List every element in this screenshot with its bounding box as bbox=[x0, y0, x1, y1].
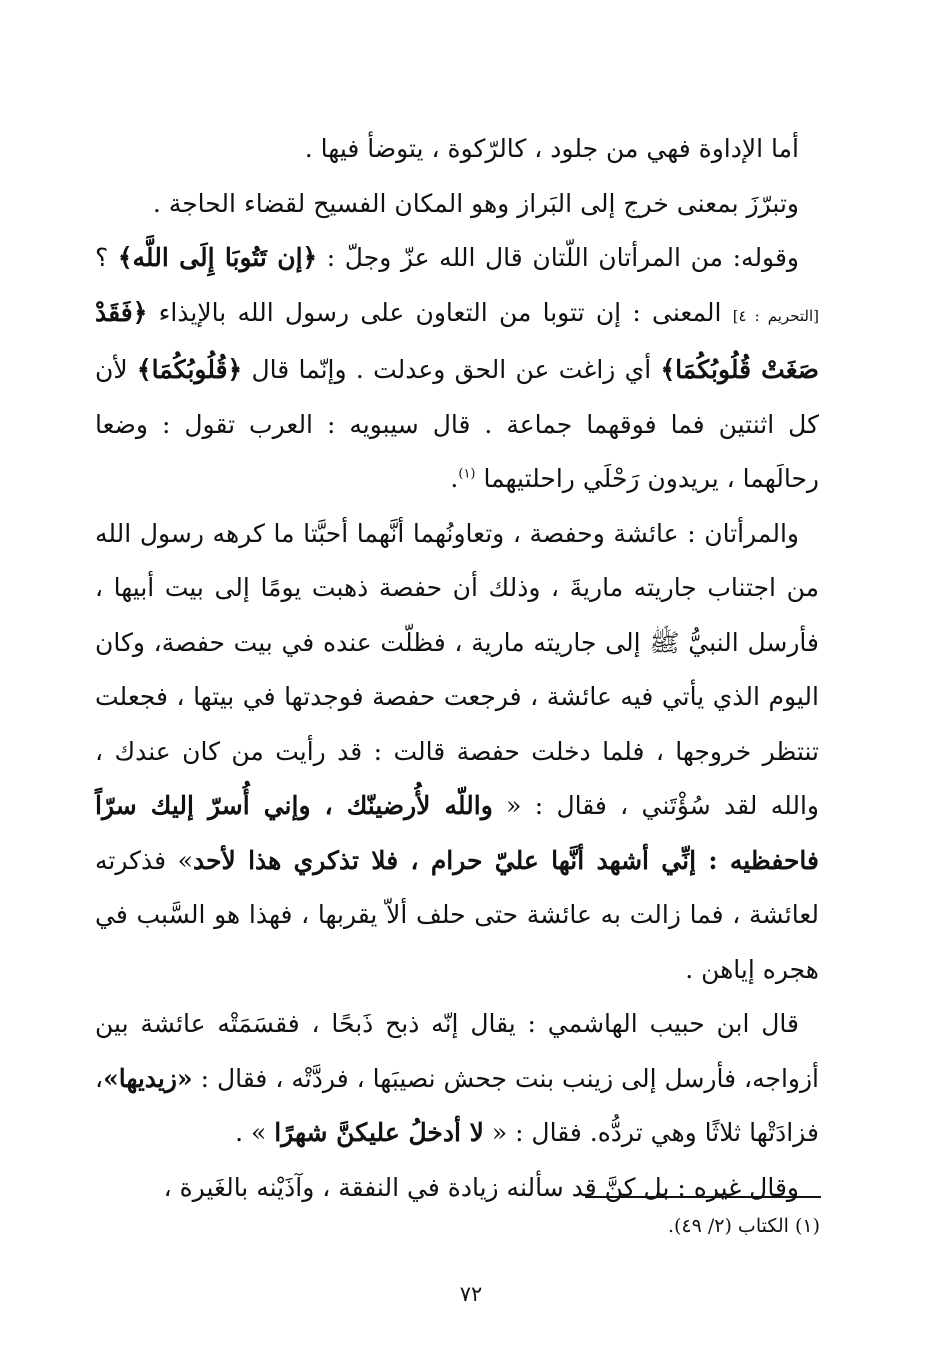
citation: [التحريم : ٤] bbox=[732, 306, 819, 325]
emphasized-text: ﴿فَقَدْ صَغَتْ قُلُوبُكُمَا﴾ bbox=[95, 297, 819, 384]
text-run: . bbox=[450, 464, 459, 493]
footnote-divider bbox=[585, 1196, 821, 1198]
text-run: » . bbox=[235, 1118, 275, 1147]
text-run: المعنى : إن تتوبا من التعاون على رسول الله بالإيذاء bbox=[147, 297, 733, 327]
paragraph bbox=[95, 177, 819, 232]
text-run: لأن كل اثنتين فما فوقهما جماعة . قال سيبويه : العرب تقول : وضعا رحالَهما ، يريدون رَحْلَي راحلتيهما bbox=[95, 355, 819, 493]
footnote: (١) الكتاب (٢/ ٤٩). bbox=[667, 1215, 820, 1237]
paragraph bbox=[95, 1161, 819, 1216]
paragraph bbox=[95, 997, 819, 1161]
text-run: والمرأتان : عائشة وحفصة ، وتعاونُهما أنَّهما أحبَّتا ما كرهه رسول الله من اجتناب جاريته ماريةَ ، وذلك أن حفصة ذهبت يومًا إلى بيت أبيها ، فأرسل النبيُّ ﷺ إلى جاريته مارية ، فظلّت عنده في بيت حفصة، وكان اليوم الذي يأتي فيه عائشة ، فرجعت حفصة فوجدتها في بيتها ، فجعلت تنتظر خروجها ، فلما دخلت حفصة قالت : قد رأيت من كان عندك ، والله لقد سُؤْتَني ، فقال : « bbox=[95, 518, 820, 820]
paragraph bbox=[95, 231, 819, 507]
emphasized-text: واللّه لأُرضينّك ، وإني أُسرّ إليك سرّاً فاحفظيه : إنِّي أشهد أنَّها عليّ حرام ، فلا تذكري هذا لأحد bbox=[95, 791, 819, 875]
text-run: وقوله: من المرأتان اللّتان قال الله عزّ وجلّ : bbox=[317, 243, 799, 272]
page-number: ٧٢ bbox=[459, 1282, 483, 1306]
emphasized-text: ﴿قُلُوبُكُمَا﴾ bbox=[136, 355, 243, 384]
text-run: وقال غيره : بل كنَّ قد سألنه زيادة في النفقة ، وآذَيْنه بالغَيرة ، bbox=[163, 1172, 799, 1202]
paragraph bbox=[95, 122, 819, 177]
emphasized-text: لا أدخلُ عليكنَّ شهرًا bbox=[274, 1118, 484, 1147]
main-text bbox=[95, 122, 819, 1215]
emphasized-text: ﴿إن تَتُوبَا إِلَى اللَّه﴾ bbox=[117, 243, 318, 272]
text-run: ؟ bbox=[95, 243, 118, 272]
text-run: ، فزادَتْها ثلاثًا وهي تردُّه. فقال : « bbox=[95, 1063, 819, 1147]
paragraph bbox=[95, 507, 819, 998]
emphasized-text: «زيديها» bbox=[103, 1063, 193, 1093]
text-run: أما الإداوة فهي من جلود ، كالرّكوة ، يتوضأ فيها . bbox=[304, 134, 799, 163]
text-run: » فذكرته لعائشة ، فما زالت به عائشة حتى حلف ألاّ يقربها ، فهذا هو السَّبب في هجره إياهن . bbox=[95, 845, 819, 984]
text-run: وتبرّزَ بمعنى خرج إلى البَراز وهو المكان الفسيح لقضاء الحاجة . bbox=[152, 188, 799, 218]
text-run: قال ابن حبيب الهاشمي : يقال إنّه ذبح ذَبحًا ، فقسَمَتْه عائشة بين أزواجه، فأرسل إلى زينب بنت جحش نصيبَها ، فردَّتْه ، فقال : bbox=[95, 1009, 819, 1093]
text-run: أي زاغت عن الحق وعدلت . وإنّما قال bbox=[242, 355, 661, 384]
footnote-reference: (١) bbox=[458, 466, 476, 482]
